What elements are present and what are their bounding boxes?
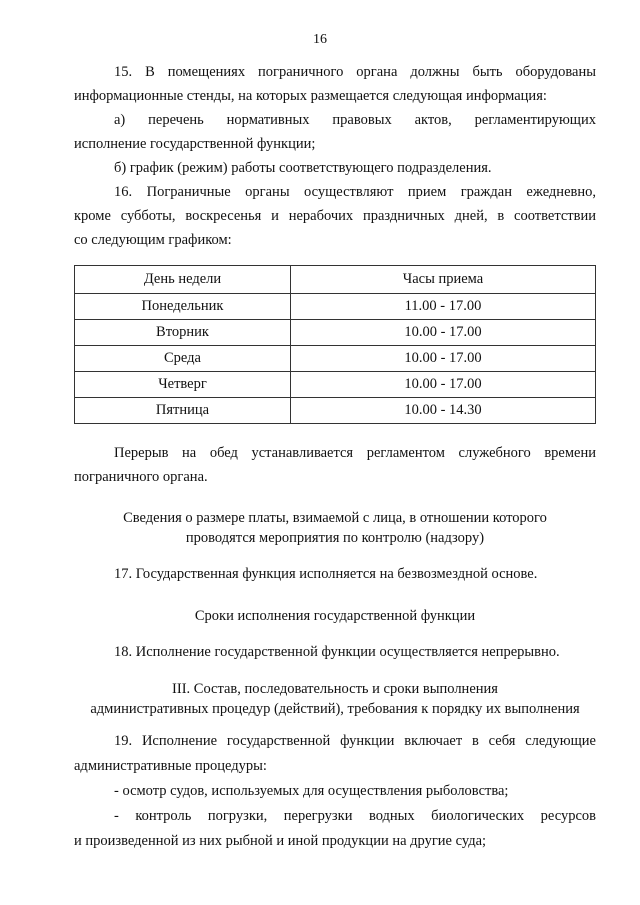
fee-heading-line-2: проводятся мероприятия по контролю (надзору) bbox=[185, 530, 485, 546]
hours-cell: 10.00 - 17.00 bbox=[291, 346, 596, 372]
lunch-break-paragraph bbox=[74, 441, 596, 489]
paragraph-16-line-3: со следующим графиком: bbox=[74, 232, 232, 248]
paragraph-17-text: 17. Государственная функция исполняется на безвозмездной основе. bbox=[114, 566, 538, 582]
hours-cell: 11.00 - 17.00 bbox=[291, 294, 596, 320]
paragraph-15-item-a-line-1: а) перечень нормативных правовых актов, регламентирующих bbox=[114, 112, 596, 128]
reception-schedule-table bbox=[74, 265, 596, 424]
paragraph-19-item-1: - осмотр судов, используемых для осуществления рыболовства; bbox=[114, 783, 509, 799]
paragraph-16-line-2: кроме субботы, воскресенья и нерабочих праздничных дней, в соответствии bbox=[74, 208, 596, 224]
section-3-heading-line-1: III. Состав, последовательность и сроки выполнения bbox=[172, 681, 498, 697]
paragraph-15-item-a-line-2: исполнение государственной функции; bbox=[74, 136, 316, 152]
lunch-break-line-2: пограничного органа. bbox=[74, 469, 208, 485]
paragraph-19-item-2-line-1: - контроль погрузки, перегрузки водных биологических ресурсов bbox=[114, 808, 596, 824]
lunch-break-line-1: Перерыв на обед устанавливается регламентом служебного времени bbox=[114, 445, 596, 461]
paragraph-15-line-2: информационные стенды, на которых размещается следующая информация: bbox=[74, 88, 547, 104]
section-3-heading bbox=[74, 679, 596, 719]
section-3-heading-line-2: административных процедур (действий), требования к порядку их выполнения bbox=[90, 701, 580, 717]
column-header-hours: Часы приема bbox=[291, 266, 596, 294]
paragraph-19 bbox=[74, 729, 596, 854]
day-cell: Четверг bbox=[75, 372, 291, 398]
table-row bbox=[75, 294, 596, 320]
paragraph-15 bbox=[74, 60, 596, 180]
fee-section-heading bbox=[74, 508, 596, 548]
paragraph-19-line-1: 19. Исполнение государственной функции включает в себя следующие bbox=[114, 733, 596, 749]
paragraph-15-item-b: б) график (режим) работы соответствующего подразделения. bbox=[114, 160, 492, 176]
day-cell: Понедельник bbox=[75, 294, 291, 320]
paragraph-19-line-2: административные процедуры: bbox=[74, 758, 267, 774]
paragraph-17 bbox=[74, 562, 596, 586]
paragraph-18-text: 18. Исполнение государственной функции осуществляется непрерывно. bbox=[114, 644, 560, 660]
day-cell: Среда bbox=[75, 346, 291, 372]
table-row bbox=[75, 346, 596, 372]
page-number: 16 bbox=[313, 32, 327, 47]
paragraph-16 bbox=[74, 180, 596, 252]
table-row bbox=[75, 320, 596, 346]
day-cell: Вторник bbox=[75, 320, 291, 346]
day-cell: Пятница bbox=[75, 398, 291, 424]
paragraph-18 bbox=[74, 640, 596, 664]
hours-cell: 10.00 - 17.00 bbox=[291, 372, 596, 398]
fee-heading-line-1: Сведения о размере платы, взимаемой с лица, в отношении которого bbox=[123, 510, 547, 526]
table-row bbox=[75, 372, 596, 398]
paragraph-19-item-2-line-2: и произведенной из них рыбной и иной продукции на другие суда; bbox=[74, 833, 487, 849]
column-header-day: День недели bbox=[75, 266, 291, 294]
terms-section-heading bbox=[74, 604, 596, 628]
paragraph-16-line-1: 16. Пограничные органы осуществляют прием граждан ежедневно, bbox=[114, 184, 596, 200]
paragraph-15-line-1: 15. В помещениях пограничного органа должны быть оборудованы bbox=[114, 64, 596, 80]
terms-heading-text: Сроки исполнения государственной функции bbox=[194, 608, 476, 624]
table-row bbox=[75, 398, 596, 424]
table-header-row bbox=[75, 266, 596, 294]
hours-cell: 10.00 - 17.00 bbox=[291, 320, 596, 346]
hours-cell: 10.00 - 14.30 bbox=[291, 398, 596, 424]
